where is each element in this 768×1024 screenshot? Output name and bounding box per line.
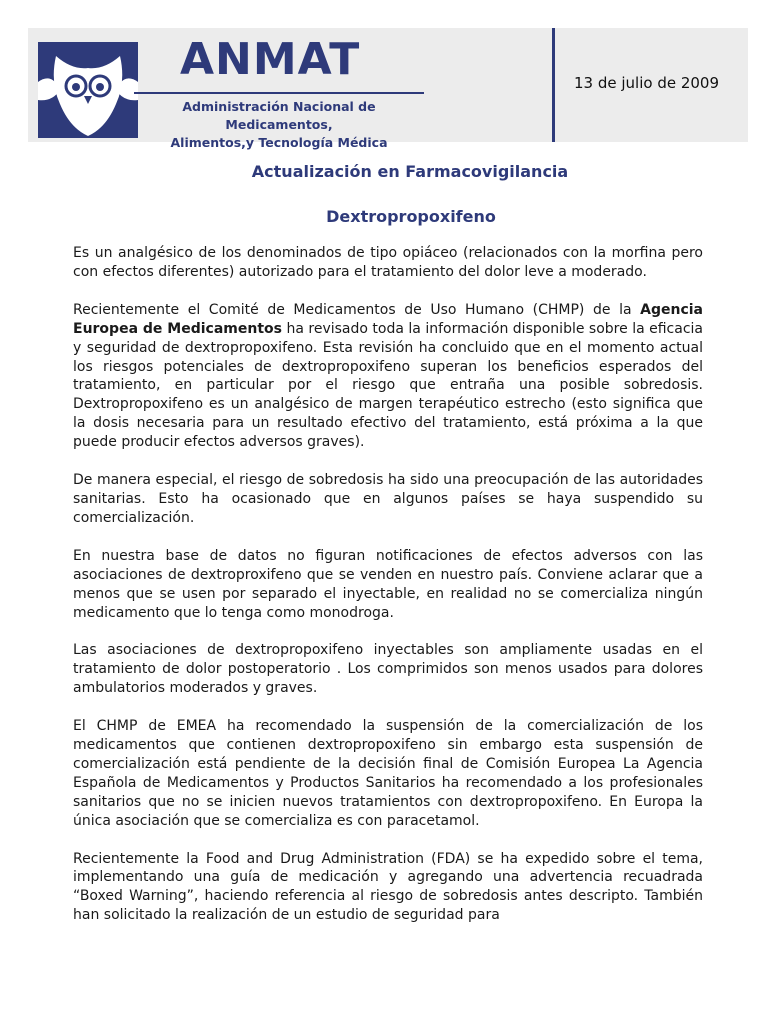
paragraph-text: ha revisado toda la información disponible sobre la eficacia y seguridad de dextropropoxifeno. Esta revisión ha concluido que en el momento actual los riesgos potenciales de dextropropoxifeno superan los beneficios esperados del tratamiento, en particular por el riesgo que entraña una posible sobredosis. Dextropropoxifeno es un analgésico de margen terapéutico estrecho (esto significa que la dosis necesaria para un resultado efectivo del tratamiento, está próxima a la que puede producir efectos adversos graves).	[73, 320, 704, 451]
document-date: 13 de julio de 2009	[574, 74, 720, 92]
paragraph: De manera especial, el riesgo de sobredosis ha sido una preocupación de las autoridades sanitarias. Esto ha ocasionado que en algunos países se haya suspendido su comercialización.	[73, 472, 703, 526]
paragraph: En nuestra base de datos no figuran notificaciones de efectos adversos con las asociaciones de dextroproxifeno que se venden en nuestro país. Conviene aclarar que a menos que se usen por separado el inyectable, en realidad no se comercializa ningún medicamento que lo tenga como monodroga.	[73, 547, 703, 621]
organization-name	[134, 98, 424, 152]
date-panel	[544, 28, 748, 142]
document-body	[73, 244, 703, 944]
paragraph: Es un analgésico de los denominados de tipo opiáceo (relacionados con la morfina pero con efectos diferentes) autorizado para el tratamiento del dolor leve a moderado.	[73, 245, 703, 280]
brand-rule	[134, 92, 424, 94]
document-title: Actualización en Farmacovigilancia	[251, 162, 569, 181]
paragraph	[73, 301, 703, 452]
org-line-2: Alimentos,y Tecnología Médica	[170, 135, 388, 150]
paragraph: Recientemente la Food and Drug Administration (FDA) se ha expedido sobre el tema, implementando una guía de medicación y agregando una advertencia recuadrada “Boxed Warning”, haciendo referencia al riesgo de sobredosis antes descripto. También han solicitado la realización de un estudio de seguridad para	[73, 850, 703, 924]
document-header	[28, 28, 748, 150]
agency-name: Agencia Europea de Medicamentos	[73, 301, 703, 337]
owl-logo-icon	[38, 42, 138, 138]
org-line-1: Administración Nacional de Medicamentos,	[182, 99, 376, 132]
document-subtitle: Dextropropoxifeno	[326, 207, 496, 226]
paragraph: Las asociaciones de dextropropoxifeno inyectables son ampliamente usadas en el tratamiento de dolor postoperatorio . Los comprimidos son menos usados para dolores ambulatorios moderados y graves.	[73, 642, 703, 697]
paragraph: El CHMP de EMEA ha recomendado la suspensión de la comercialización de los medicamentos que contienen dextropropoxifeno sin embargo esta suspensión de comercialización está pendiente de la decisión final de Comisión Europea La Agencia Española de Medicamentos y Productos Sanitarios ha recomendado a los profesionales sanitarios que no se inicien nuevos tratamientos con dextropropoxifeno. En Europa la única asociación que se comercializa es con paracetamol.	[73, 718, 703, 829]
brand-name: ANMAT	[180, 34, 361, 85]
paragraph-text: Recientemente el Comité de Medicamentos de Uso Humano (CHMP) de la	[73, 301, 641, 318]
